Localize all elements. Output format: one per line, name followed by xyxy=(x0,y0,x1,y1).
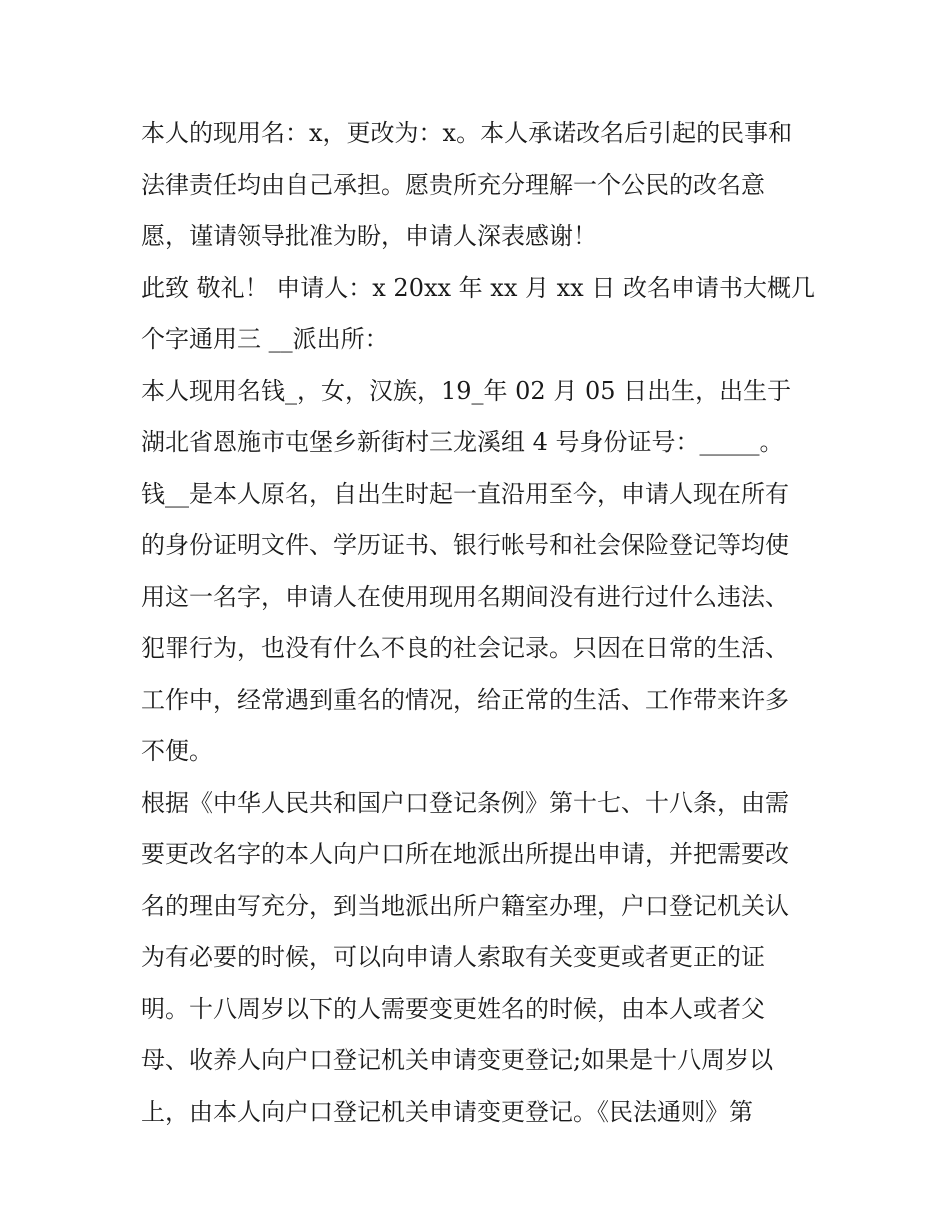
text-line: 根据《中华人民共和国户口登记条例》第十七、十八条，由需 xyxy=(141,788,789,817)
document-body xyxy=(141,108,821,1138)
text-line: 个字通用三 __派出所： xyxy=(141,325,389,353)
text-line: 工作中，经常遇到重名的情况，给正常的生活、工作带来许多 xyxy=(141,685,789,714)
text-line: 用这一名字，申请人在使用现用名期间没有进行过什么违法、 xyxy=(141,582,789,611)
text-line: 不便。 xyxy=(141,737,213,765)
text-line: 法律责任均由自己承担。愿贵所充分理解一个公民的改名意 xyxy=(141,170,765,199)
text-line: 要更改名字的本人向户口所在地派出所提出申请，并把需要改 xyxy=(141,840,789,868)
text-line: 明。十八周岁以下的人需要变更姓名的时候，由本人或者父 xyxy=(141,994,765,1023)
text-line: 湖北省恩施市屯堡乡新街村三龙溪组 4 号身份证号：_____。 xyxy=(141,428,784,456)
text-line: 犯罪行为，也没有什么不良的社会记录。只因在日常的生活、 xyxy=(141,634,789,662)
text-line: 本人现用名钱_，女，汉族，19_年 02 月 05 日出生，出生于 xyxy=(141,376,792,405)
text-line: 此致 敬礼！ 申请人：x 20xx 年 xx 月 xx 日 改名申请书大概几 xyxy=(141,273,815,302)
text-line: 愿，谨请领导批准为盼，申请人深表感谢！ xyxy=(141,222,597,250)
text-line: 名的理由写充分，到当地派出所户籍室办理，户口登记机关认 xyxy=(141,891,789,920)
text-line: 母、收养人向户口登记机关申请变更登记;如果是十八周岁以 xyxy=(141,1046,774,1074)
text-line: 上，由本人向户口登记机关申请变更登记。《民法通则》第 xyxy=(141,1097,753,1126)
text-line: 本人的现用名：x，更改为：x。本人承诺改名后引起的民事和 xyxy=(141,119,793,147)
text-line: 的身份证明文件、学历证书、银行帐号和社会保险登记等均使 xyxy=(141,531,789,559)
text-line: 钱__是本人原名，自出生时起一直沿用至今，申请人现在所有 xyxy=(141,479,789,508)
text-line: 为有必要的时候，可以向申请人索取有关变更或者更正的证 xyxy=(141,943,765,971)
